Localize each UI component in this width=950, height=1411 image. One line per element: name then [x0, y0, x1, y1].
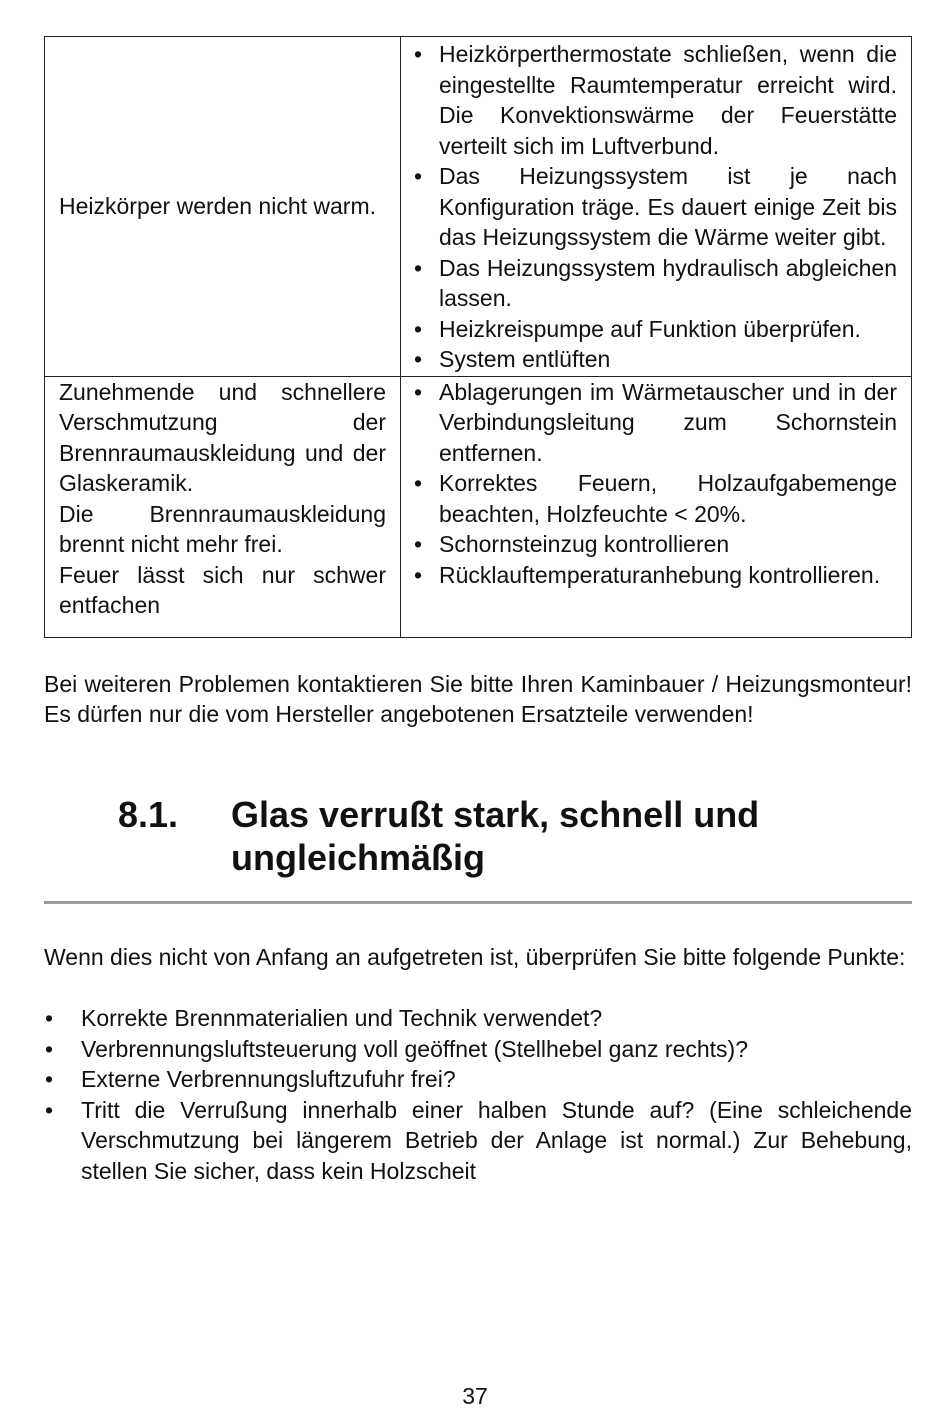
followup-paragraph: Bei weiteren Problemen kontaktieren Sie bitte Ihren Kaminbauer / Heizungsmonteur! Es dürfen nur die vom Hersteller angebotenen Ersatzteile verwenden! — [44, 670, 912, 727]
remedy-cell — [401, 376, 912, 637]
bullet-icon: • — [414, 470, 423, 496]
remedy-list — [411, 39, 897, 375]
section-title: Glas verrußt stark, schnell und ungleichmäßig — [231, 793, 760, 878]
bullet-icon: • — [45, 1035, 54, 1062]
bullet-icon: • — [414, 346, 423, 372]
list-item: • Schornsteinzug kontrollieren — [411, 529, 897, 560]
problem-text: Feuer lässt sich nur schwer entfachen — [59, 561, 386, 618]
list-item: • Heizkörperthermostate schließen, wenn die eingestellte Raumtemperatur erreicht wird. Die Konvektionswärme der Feuerstätte verteilt sich im Luftverbund. — [414, 41, 897, 159]
bullet-icon: • — [45, 1005, 54, 1031]
document-page — [44, 36, 912, 1186]
bullet-icon: • — [45, 1066, 54, 1092]
list-item: • Externe Verbrennungsluftzufuhr frei? — [44, 1064, 912, 1095]
table-row — [45, 376, 912, 637]
table-row — [45, 37, 912, 377]
problem-text: Heizkörper werden nicht warm. — [59, 193, 377, 219]
list-item: • Heizkreispumpe auf Funktion überprüfen. — [411, 314, 897, 345]
remedy-list — [411, 377, 897, 591]
list-item: • Korrektes Feuern, Holzaufgabemenge beachten, Holzfeuchte < 20%. — [414, 470, 897, 527]
list-item: • Rücklauftemperaturanhebung kontrollieren. — [411, 560, 897, 591]
bullet-icon: • — [414, 315, 423, 342]
list-item: • Tritt die Verrußung innerhalb einer halben Stunde auf? (Eine schleichende Verschmutzung bei längerem Betrieb der Anlage ist normal.) Zur Behebung, stellen Sie sicher, dass kein Holzscheit — [45, 1096, 912, 1184]
remedy-cell — [401, 37, 912, 377]
section-number: 8.1. — [118, 793, 179, 835]
section-divider — [44, 901, 912, 904]
list-item: • Verbrennungsluftsteuerung voll geöffnet (Stellhebel ganz rechts)? — [44, 1034, 912, 1065]
problem-text: Zunehmende und schnellere Verschmutzung der Brennraumauskleidung und der Glaskeramik. — [59, 378, 386, 496]
list-item: • Korrekte Brennmaterialien und Technik verwendet? — [44, 1003, 912, 1034]
bullet-icon: • — [414, 163, 423, 189]
bullet-icon: • — [45, 1096, 54, 1123]
section-heading — [44, 793, 912, 879]
checklist — [44, 1003, 912, 1186]
problem-cell — [45, 376, 401, 637]
page-number: 37 — [462, 1383, 488, 1409]
list-item: • Ablagerungen im Wärmetauscher und in der Verbindungsleitung zum Schornstein entfernen. — [414, 378, 897, 466]
list-item: • System entlüften — [411, 344, 897, 375]
list-item: • Das Heizungssystem hydraulisch abgleichen lassen. — [414, 254, 897, 311]
bullet-icon: • — [414, 41, 423, 67]
bullet-icon: • — [414, 378, 423, 405]
bullet-icon: • — [414, 531, 423, 557]
list-item: • Das Heizungssystem ist je nach Konfiguration träge. Es dauert einige Zeit bis das Heizungssystem die Wärme weiter gibt. — [414, 163, 897, 250]
troubleshooting-table — [44, 36, 912, 638]
bullet-icon: • — [414, 254, 423, 281]
problem-cell — [45, 37, 401, 377]
intro-paragraph: Wenn dies nicht von Anfang an aufgetreten ist, überprüfen Sie bitte folgende Punkte: — [44, 943, 906, 970]
problem-text: Die Brennraumauskleidung brennt nicht mehr frei. — [59, 500, 386, 557]
bullet-icon: • — [414, 561, 423, 588]
